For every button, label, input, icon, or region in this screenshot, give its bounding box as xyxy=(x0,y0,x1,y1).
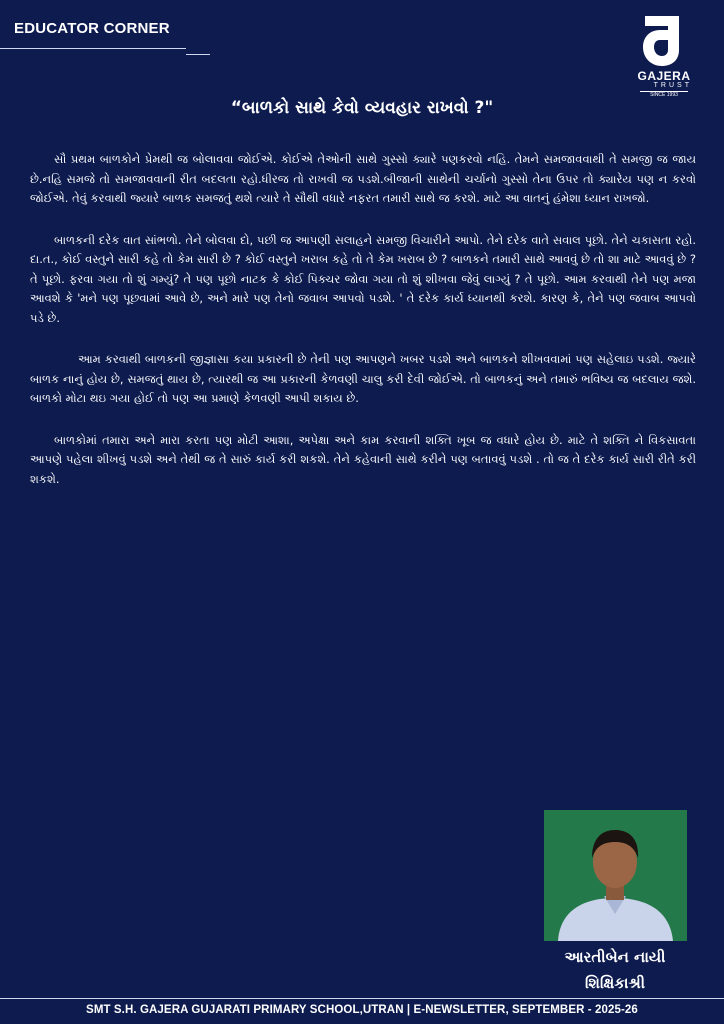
article-paragraph: સૌ પ્રથમ બાળકોને પ્રેમથી જ બોલાવવા જોઈએ. કોઈએ તેઓની સાથે ગુસ્સો ક્યારે પણકરવો નહિ. તેમને સમજાવવાથી તે સમજી જ જાય છે.નહિ સમજે તો સમજાવવાની રીત બદલતા રહો.ધીરજ તો રાખવી જ પડશે.બીજાની સાથેની ચર્ચાનો ગુસ્સો તેના ઉપર તો ક્યારેય પણ ન કરવો જોઈએ. તેવું કરવાથી જ્યારે બાળક સમજતું થશે ત્યારે તે સૌથી વધારે નફરત તમારી સાથે જ કરશે. માટે આ વાતનું હંમેશા ધ્યાન રાખજો. xyxy=(30,152,696,205)
section-rule xyxy=(0,48,186,49)
person-portrait-icon xyxy=(544,810,687,941)
article-paragraph: બાળકોમાં તમારા અને મારા કરતા પણ મોટી આશા, અપેક્ષા અને કામ કરવાની શક્તિ ખૂબ જ વધારે હોય છે. માટે તે શક્તિ ને વિકસાવતા આપણે પહેલા શીખવું પડશે અને તેથી જ તે સારું કાર્ય કરી શકશે. તેને કહેવાની સાથે કરીને પણ બતાવવું પડશે . તો જ તે દરેક કાર્ય સારી રીતે કરી શકશે. xyxy=(30,432,696,486)
article-body xyxy=(30,150,696,511)
article-title: “બાળકો સાથે કેવો વ્યવહાર રાખવો ?" xyxy=(230,98,494,118)
author-signature xyxy=(520,944,710,996)
logo-sub: TRUST xyxy=(653,82,692,89)
author-role: શિક્ષિકાશ્રી xyxy=(584,974,645,992)
author-photo xyxy=(544,810,687,941)
article-paragraph: આમ કરવાથી બાળકની જીજ્ઞાસા કયા પ્રકારની છે તેની પણ આપણને ખબર પડશે અને બાળકને શીખવવામાં પણ સહેલાઇ પડશે. જ્યારે બાળક નાનું હોય છે, સમજતું થાય છે, ત્યારથી જ આ પ્રકારની કેળવણી ચાલુ કરી દેવી જોઈએ. તો બાળકનું અને તમારું ભવિષ્ય જ બદલાય જશે. બાળકો મોટા થઇ ગયા હોઈ તો પણ આ પ્રમાણે કેળવણી આપી શકાય છે. xyxy=(30,352,696,405)
gajera-trust-logo xyxy=(632,10,696,106)
logo-name: GAJERA xyxy=(637,69,691,83)
footer-rule xyxy=(0,998,724,999)
gajera-logo-mark-icon xyxy=(635,10,693,68)
footer-text: SMT S.H. GAJERA GUJARATI PRIMARY SCHOOL,UTRAN | E-NEWSLETTER, SEPTEMBER - 2025-26 xyxy=(86,1004,638,1016)
logo-since: SINCE 1993 xyxy=(640,91,688,99)
article-paragraph: બાળકની દરેક વાત સાંભળો. તેને બોલવા દો, પછી જ આપણી સલાહને સમજી વિચારીને આપો. તેને દરેક વાતે સવાલ પૂછો. તેને ચકાસતા રહો. દા.ત., કોઈ વસ્તુને સારી કહે તો કેમ સારી છે ? કોઈ વસ્તુને ખરાબ કહે તો તે કેમ ખરાબ છે ? બાળકને તમારી સાથે આવવું છે તો શા માટે આવવું છે ? તે પૂછો. ફરવા ગયા તો શું ગમ્યું? તે પણ પૂછો નાટક કે કોઈ પિક્ચર જોવા ગયા તો શું શીખવા જેવું લાગ્યું ? તે પૂછો. આમ કરવાથી તેને પણ મજા આવશે કે 'મને પણ પૂછવામાં આવે છે, અને મારે પણ તેનો જવાબ આપવો પડશે. ' તે દરેક કાર્ય ધ્યાનથી કરશે. કારણ કે, તેને પણ જવાબ આપવો પડે છે. xyxy=(30,232,696,325)
section-label: EDUCATOR CORNER xyxy=(14,20,170,37)
author-name: આરતીબેન નાયી xyxy=(564,948,666,966)
section-rule-accent xyxy=(186,54,210,55)
